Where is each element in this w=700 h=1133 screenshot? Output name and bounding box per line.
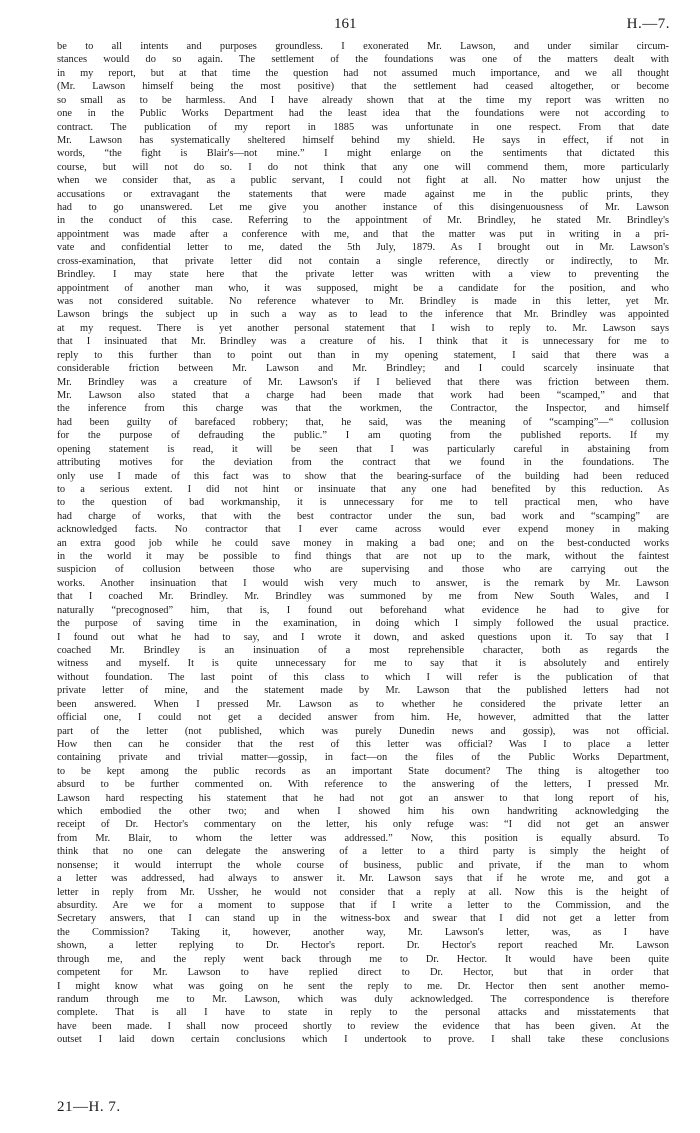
text-line: which embodied the other two; and when I showed him his own handwriting acknowledging the (57, 806, 669, 818)
text-line: think that no one can delegate the answering of a letter to a third party is simply the height of (57, 846, 669, 858)
text-line: in my report, but at that time the question had not assumed much importance, and we all thought (57, 67, 669, 79)
text-line: I found out what he had to say, and I wrote it down, and asked questions upon it. To say that I (57, 631, 669, 643)
text-line: vate and confidential letter to me, dated the 5th July, 1879. As I brought out in Mr. Lawson's (57, 242, 669, 254)
text-line: How then can he consider that the rest of this letter was official? Was I to place a letter (57, 738, 669, 750)
text-line: absurdity. Are we for a moment to suppose that if I write a letter to the Commission, and the (57, 900, 669, 911)
text-line: had to go unanswered. Let me give you another instance of this disingenuousness of Mr. Lawson (57, 202, 669, 214)
text-line: Mr. Brindley was a creature of Mr. Lawson's if I believed that there was friction between them. (57, 376, 669, 388)
text-line: competent for Mr. Lawson to have replied direct to Dr. Hector, but that in order that (57, 967, 669, 979)
text-line: Mr. Lawson also stated that a charge had been made that work had been “scamped,” and that (57, 389, 669, 401)
text-line: to be kept among the public records as an important State document? The thing is altogether too (57, 765, 669, 777)
text-line: Lawson hard respecting his statement that he had not got an answer to that long report of his, (57, 792, 669, 804)
text-line: letter in reply from Mr. Ussher, he would not consider that a reply at all. Now this is the height of (57, 886, 669, 898)
text-line: have been made. I shall now proceed shortly to review the evidence that has been given. At the (57, 1020, 669, 1032)
text-line: without foundation. The last point of this class to which I will refer is the publication of that (57, 671, 669, 683)
text-line: from Mr. Blair, to whom the letter was addressed.” Now, this position is equally absurd. To (57, 832, 669, 844)
text-line: part of the letter (not published, which was purely Dunedin news and gossip), was not official. (57, 725, 669, 737)
text-line: naturally “precognosed” him, that is, I found out beforehand what evidence he had to give for (57, 604, 669, 616)
text-line: was not considered suitable. No reference whatever to Mr. Brindley is made in this letter, yet Mr. (57, 296, 669, 308)
text-line: stances would do so again. The settlement of the foundations was one of the matters dealt with (57, 54, 669, 66)
printer-signature: 21—H. 7. (57, 1099, 121, 1115)
text-line: private letter of mine, and the statement made by Mr. Lawson that the published letters had not (57, 685, 669, 697)
text-line: one in the Public Works Department had the least idea that the foundations were not according to (57, 108, 669, 120)
text-line: appointment was made after a conference with me, and that the matter was put in writing in a pri- (57, 228, 669, 240)
text-line: absurd to be further commented on. With reference to the answering of the letters, I pressed Mr. (57, 779, 669, 791)
text-line: the purpose of saving time in the examination, in doing which I simply followed the usual practice. (57, 618, 669, 630)
page-header (0, 16, 700, 36)
text-line: witness and myself. It is quite unnecessary for me to say that it is absolutely and entirely (57, 658, 669, 670)
text-line: contract. The publication of my report in 1885 was unfortunate in one respect. From that date (57, 121, 669, 133)
text-line: coached Mr. Brindley is an insinuation of a most reprehensible character, both as regards the (57, 644, 669, 656)
text-line: be to all intents and purposes groundless. I exonerated Mr. Lawson, and under similar circum- (57, 41, 669, 52)
text-line: reply to this further than to point out than in my opening statement, I said that there was a (57, 349, 669, 361)
text-line: that I insinuated that Mr. Brindley was a creature of his. I think that it is unnecessary for me to (57, 336, 669, 348)
page-number: 161 (334, 16, 357, 32)
text-line: for the purpose of defrauding the public.” I am quoting from the published reports. If my (57, 430, 669, 442)
text-line: cross-examination, that private letter did not contain a single reference, directly or indirectly, to Mr. (57, 255, 669, 267)
text-line: an extra good job while he could save money in making a bad one; and on the best-conducted works (57, 537, 669, 549)
text-line: works. Another insinuation that I would wish very much to answer, is the remark by Mr. Lawson (57, 577, 669, 589)
text-line: to the question of bad workmanship, it is unnecessary for me to tell practical men, who have (57, 497, 669, 509)
text-line: words, “the fight is Blair's—not mine.” I might enlarge on the sentiments that dictated this (57, 148, 669, 160)
text-line: Brindley. I may state here that the private letter was written with a view to preventing the (57, 269, 669, 281)
text-line: in the world it may be possible to find things that are not up to the mark, without the faintest (57, 551, 669, 563)
text-line: outset I laid down certain conclusions which I undertook to prove. I shall take these conclusions (57, 1034, 669, 1046)
text-line: had charge of works, that with the best contractor under the sun, bad work and “scamping” are (57, 510, 669, 522)
text-line: when we consider that, as a public servant, I could not fight at all. No matter how unjust the (57, 175, 669, 187)
text-line: that I coached Mr. Brindley. Mr. Brindley was summoned by me from New South Wales, and I (57, 591, 669, 603)
text-line: Secretary answers, that I can stand up in the witness-box and swear that I did not get a letter from (57, 913, 669, 925)
text-line: considerable friction between Mr. Lawson and Mr. Brindley; and I could scarcely insinuate that (57, 363, 669, 375)
text-line: containing private and trivial matter—gossip, in fact—on the files of the Public Works Department, (57, 752, 669, 764)
text-line: opening statement is read, it will be seen that I was particularly careful in abstaining from (57, 443, 669, 455)
text-line: Lawson brings the subject up in such a way as to lead to the inference that Mr. Brindley was appointed (57, 309, 669, 321)
text-line: so small as to be harmless. And I have already shown that at the time my report was written no (57, 94, 669, 106)
text-line: the inference from this charge was that the workmen, the Contractor, the Inspector, and himself (57, 403, 669, 415)
text-line: had been guilty of barefaced robbery; that, he said, was the meaning of “scamping”—“ collusion (57, 416, 669, 428)
text-line: suspicion of collusion between those who are supervising and those who are carrying out the (57, 564, 669, 576)
text-line: been answered. When I pressed Mr. Lawson as to whether he considered the private letter an (57, 698, 669, 710)
body-text (57, 40, 669, 1047)
text-line: to a serious extent. I did not hint or insinuate that any one had benefited by this reduction. As (57, 483, 669, 495)
text-line: randum through me to Mr. Lawson, which was duly acknowledged. The correspondence is therefore (57, 993, 669, 1005)
text-line: appointment of another man who, it was supposed, might be a candidate for the position, and who (57, 282, 669, 294)
text-line: at my request. There is yet another personal statement that I wish to reply to. Mr. Lawson says (57, 322, 669, 334)
text-line: only use I made of this fact was to show that the bearing-surface of the building had been reduced (57, 470, 669, 482)
text-line: course, but will not do so. I do not think that any one will commend them, more particularly (57, 161, 669, 173)
text-line: shown, a letter replying to Dr. Hector's report. Dr. Hector's report reached Mr. Lawson (57, 940, 669, 952)
text-line: I might know what was going on he sent the reply to me. Dr. Hector then sent another memo- (57, 980, 669, 992)
text-line: nonsense; it would interrupt the whole course of business, public and private, if the man to whom (57, 859, 669, 871)
text-line: (Mr. Lawson himself being the most positive) that the settlement had ceased altogether, or become (57, 81, 669, 93)
text-line: official one, I could not get a decided answer from him. He, however, admitted that the latter (57, 712, 669, 724)
text-line: a letter was addressed, had always to answer it. Mr. Lawson says that if he wrote me, and got a (57, 873, 669, 885)
text-line: acknowledged facts. No contractor that I ever came across would ever expend money in making (57, 524, 669, 536)
text-line: in the conduct of this case. Referring to the appointment of Mr. Brindley, he stated Mr. Brindley's (57, 215, 669, 227)
text-line: the Commission? Taking it, however, another way, Mr. Lawson's letter, was, as I have (57, 926, 669, 938)
text-line: complete. That is all I have to state in reply to the personal attacks and misstatements that (57, 1007, 669, 1019)
text-line: attributing motives for the deviation from the contract that we found in the foundations. The (57, 457, 669, 469)
document-reference: H.—7. (626, 16, 670, 32)
text-line: receipt of Dr. Hector's commentary on the letter, his only refuge was: “I did not get an answer (57, 819, 669, 831)
text-line: accusations or extravagant the statements that were made against me in the public prints, they (57, 188, 669, 200)
text-line: through me, and the reply went back through me to Dr. Hector. It would have been quite (57, 953, 669, 965)
text-line: Mr. Lawson has systematically sheltered himself behind my shield. He says in effect, if not in (57, 134, 669, 146)
